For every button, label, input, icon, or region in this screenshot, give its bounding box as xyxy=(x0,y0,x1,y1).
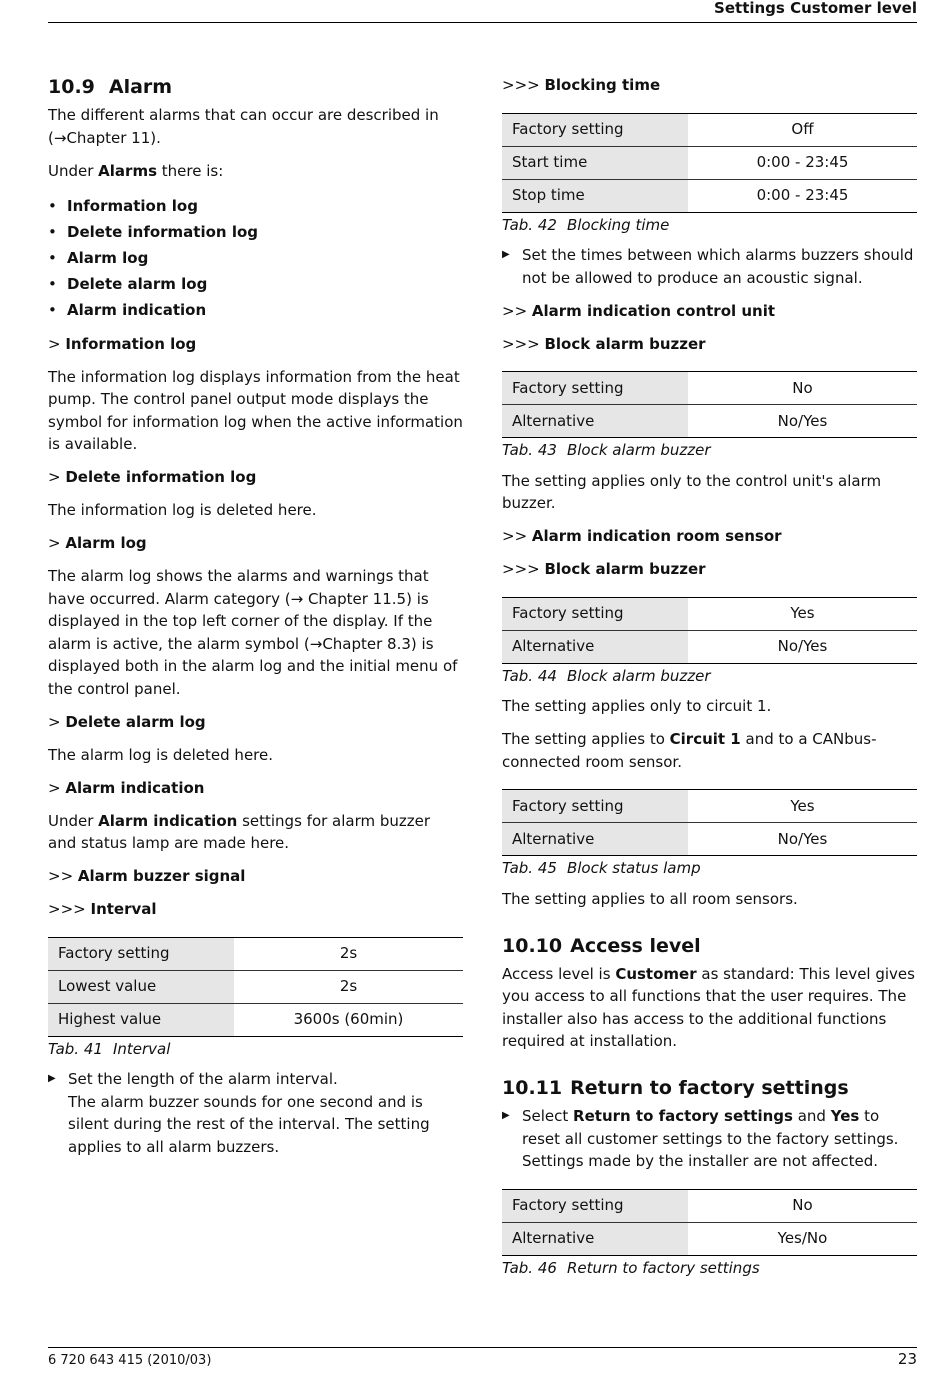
instruction-step: ▶ Select Return to factory settings and Yes to reset all customer settings to the factory settings. Settings made by the installer are not affected. xyxy=(502,1107,899,1170)
subheading-alarm-indication-room-sensor: >> Alarm indication room sensor xyxy=(502,527,782,545)
canbus-text: The setting applies to Circuit 1 and to a CANbus-connected room sensor. xyxy=(502,730,877,771)
subheading-blocking-time: >>> Blocking time xyxy=(502,76,661,94)
subheading-interval: >>> Interval xyxy=(48,900,157,918)
table-45-block-status-lamp xyxy=(502,789,917,856)
table-row: Factory setting Yes xyxy=(502,790,917,823)
subheading-delete-alarm-log: > Delete alarm log xyxy=(48,712,206,731)
table-row: Factory setting No xyxy=(502,1189,917,1222)
arrow-icon: → xyxy=(53,128,67,147)
table-42-blocking-time xyxy=(502,113,917,213)
table-46-return-to-factory-settings xyxy=(502,1189,917,1256)
section-heading-10-9 xyxy=(48,74,463,100)
arrow-icon: → xyxy=(309,634,323,653)
alarm-indication-text: Under Alarm indication settings for alarm buzzer and status lamp are made here. xyxy=(48,811,431,852)
table-row: Factory setting Yes xyxy=(502,597,917,630)
table-43-block-alarm-buzzer xyxy=(502,371,917,438)
list-item: • Information log xyxy=(48,193,463,219)
section-title: Alarm xyxy=(108,76,173,98)
list-item: • Alarm indication xyxy=(48,297,463,323)
table-44-block-alarm-buzzer xyxy=(502,597,917,664)
table-caption: Tab. 42 Blocking time xyxy=(502,215,670,234)
subheading-delete-information-log: > Delete information log xyxy=(48,468,257,486)
subheading-alarm-log: > Alarm log xyxy=(48,534,147,552)
table-row: Lowest value 2s xyxy=(48,970,463,1003)
access-level-text: Access level is Customer as standard: This level gives you access to all functions that the user requires. The installer also has access to the additional functions required at installation. xyxy=(502,964,915,1050)
subheading-alarm-buzzer-signal: >> Alarm buzzer signal xyxy=(48,867,246,885)
section-number: 10.9 xyxy=(48,76,95,98)
subheading-block-alarm-buzzer: >>> Block alarm buzzer xyxy=(502,560,706,578)
table-caption: Tab. 43 Block alarm buzzer xyxy=(502,441,711,459)
alarm-intro: The different alarms that can occur are described in (→Chapter 11). xyxy=(48,106,439,147)
information-log-text: The information log displays information from the heat pump. The control panel output mode displays the symbol for information log when the active information is available. xyxy=(48,367,463,453)
table-caption: Tab. 46 Return to factory settings xyxy=(502,1258,760,1277)
table-caption: Tab. 45 Block status lamp xyxy=(502,859,701,877)
table-caption: Tab. 44 Block alarm buzzer xyxy=(502,666,711,685)
document-number: 6 720 643 415 (2010/03) xyxy=(48,1353,212,1368)
table-row: Alternative Yes/No xyxy=(502,1222,917,1255)
footer-rule xyxy=(48,1347,917,1348)
list-item: • Delete information log xyxy=(48,219,463,245)
table-caption: Tab. 41 Interval xyxy=(48,1039,171,1058)
triangle-bullet-icon: ▶ xyxy=(502,1110,510,1121)
table-row: Factory setting No xyxy=(502,372,917,405)
subheading-alarm-indication: > Alarm indication xyxy=(48,778,205,797)
left-column xyxy=(48,74,463,1169)
triangle-bullet-icon: ▶ xyxy=(502,249,510,260)
section-heading-10-10: 10.10 Access level xyxy=(502,934,701,957)
table-row: Alternative No/Yes xyxy=(502,823,917,856)
arrow-icon: → xyxy=(290,589,304,608)
header-rule xyxy=(48,22,917,23)
alarm-menu-list xyxy=(48,193,463,323)
alarms-under: Under Alarms there is: xyxy=(48,161,224,180)
table-row: Alternative No/Yes xyxy=(502,405,917,438)
subheading-alarm-indication-control-unit: >> Alarm indication control unit xyxy=(502,301,776,320)
table-row: Highest value 3600s (60min) xyxy=(48,1003,463,1036)
list-item: • Alarm log xyxy=(48,245,463,271)
list-item: • Delete alarm log xyxy=(48,271,463,297)
subheading-block-alarm-buzzer: >>> Block alarm buzzer xyxy=(502,334,706,353)
running-header: Settings Customer level xyxy=(714,0,917,17)
table-row: Start time 0:00 - 23:45 xyxy=(502,146,917,179)
table-41-interval xyxy=(48,937,463,1037)
control-unit-buzzer-text: The setting applies only to the control unit's alarm buzzer. xyxy=(502,471,882,512)
instruction-step: ▶ Set the times between which alarms buzzers should not be allowed to produce an acoustic signal. xyxy=(502,246,914,287)
table-row: Factory setting Off xyxy=(502,113,917,146)
table-row: Factory setting 2s xyxy=(48,937,463,970)
table-row: Stop time 0:00 - 23:45 xyxy=(502,179,917,212)
subheading-information-log: > Information log xyxy=(48,334,197,353)
room-sensors-text: The setting applies to all room sensors. xyxy=(502,889,798,908)
page-number: 23 xyxy=(897,1350,917,1368)
section-heading-10-11: 10.11 Return to factory settings xyxy=(502,1077,849,1099)
instruction-step: ▶ Set the length of the alarm interval. The alarm buzzer sounds for one second and is silent during the rest of the interval. The setting applies to all alarm buzzers. xyxy=(48,1070,430,1156)
triangle-bullet-icon: ▶ xyxy=(48,1073,56,1084)
circuit-text: The setting applies only to circuit 1. xyxy=(502,697,772,715)
table-row: Alternative No/Yes xyxy=(502,630,917,663)
alarm-log-text: The alarm log shows the alarms and warnings that have occurred. Alarm category (→ Chapter 11.5) is displayed in the top left corner of the display. If the alarm is active, the alarm symbol (→Chapter 8.3) is displayed both in the alarm log and the initial menu of the control panel. xyxy=(48,567,458,698)
right-column xyxy=(502,74,917,1287)
delete-information-log-text: The information log is deleted here. xyxy=(48,501,317,519)
delete-alarm-log-text: The alarm log is deleted here. xyxy=(48,745,273,764)
